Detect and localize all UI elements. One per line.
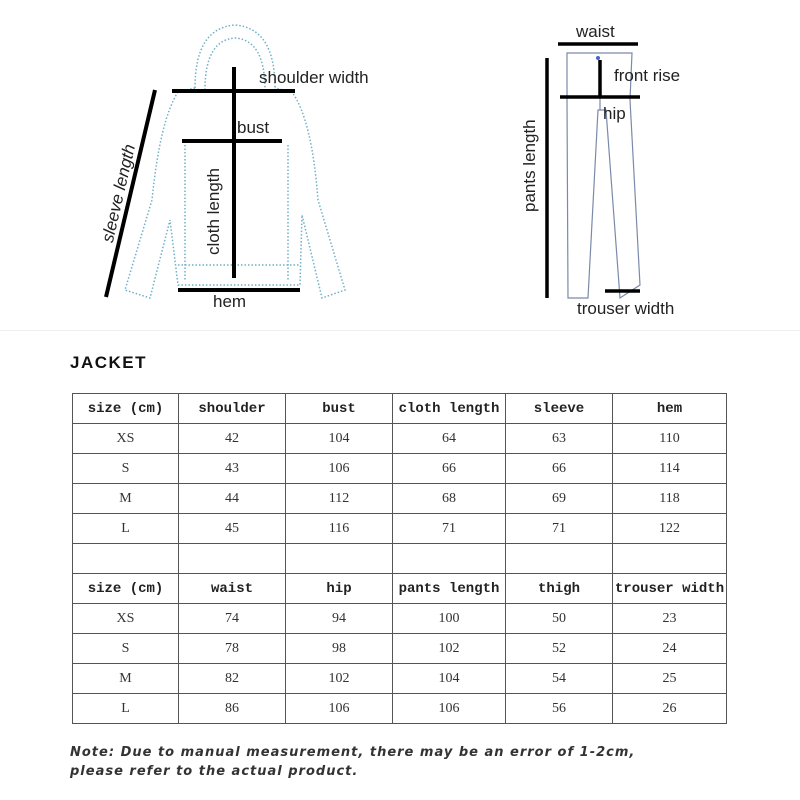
label-hip: hip [603,104,626,123]
pants-table-row-cell: 78 [179,634,286,664]
jacket-table-row-cell: 45 [179,514,286,544]
jacket-header-row-cell: bust [286,394,393,424]
label-bust: bust [237,118,270,137]
jacket-table-row-cell: 71 [393,514,506,544]
jacket-table-row-cell: 69 [506,484,613,514]
pants-table-row [73,664,727,694]
pants-table-row-cell: 106 [393,694,506,724]
pants-table-row-cell: XS [73,604,179,634]
pants-table-row-cell: 98 [286,634,393,664]
jacket-table-row-cell: XS [73,424,179,454]
pants-table-row-cell: 52 [506,634,613,664]
pants-table-row-cell: 54 [506,664,613,694]
jacket-table-row-cell: 112 [286,484,393,514]
jacket-header-row-cell: size (cm) [73,394,179,424]
note-line-1: Note: Due to manual measurement, there may be an error of 1-2cm, [70,745,636,760]
pants-header-row-cell: trouser width [613,574,727,604]
jacket-table-row [73,514,727,544]
note-line-2: please refer to the actual product. [70,764,359,779]
jacket-header-row-cell: hem [613,394,727,424]
jacket-table-row-cell: 71 [506,514,613,544]
jacket-table-row-cell: M [73,484,179,514]
jacket-table-row-cell: 44 [179,484,286,514]
jacket-table-row-cell: 68 [393,484,506,514]
divider [0,330,800,331]
jacket-table-row-cell: 64 [393,424,506,454]
jacket-table-row-cell: 66 [393,454,506,484]
pants-table-row-cell: 86 [179,694,286,724]
pants-table-row-cell: 23 [613,604,727,634]
pants-header-row [73,574,727,604]
jacket-header-row-cell: sleeve [506,394,613,424]
pants-table-row-cell: 94 [286,604,393,634]
pants-header-row-cell: size (cm) [73,574,179,604]
empty-row [73,544,727,574]
pants-table-row-cell: 102 [286,664,393,694]
pants-header-row-cell: pants length [393,574,506,604]
pants-table-row-cell: 74 [179,604,286,634]
label-shoulder-width: shoulder width [259,68,369,87]
jacket-table-row-cell: 114 [613,454,727,484]
pants-header-row-cell: hip [286,574,393,604]
jacket-table-row-cell: 66 [506,454,613,484]
pants-table-row [73,634,727,664]
pants-table-row [73,604,727,634]
jacket-table-row-cell: L [73,514,179,544]
empty-row-cell [613,544,727,574]
jacket-header-row-cell: shoulder [179,394,286,424]
empty-row-cell [179,544,286,574]
jacket-table-row [73,484,727,514]
section-title: JACKET [70,353,148,372]
pants-table-row-cell: 102 [393,634,506,664]
pants-table-row-cell: 25 [613,664,727,694]
label-cloth-length: cloth length [204,168,223,255]
label-pants-length: pants length [520,119,539,212]
pants-table-row-cell: 104 [393,664,506,694]
jacket-table-row-cell: 42 [179,424,286,454]
jacket-table-row-cell: 106 [286,454,393,484]
jacket-table-row-cell: 116 [286,514,393,544]
jacket-header-row [73,394,727,424]
pants-table-row-cell: 24 [613,634,727,664]
jacket-table-row [73,454,727,484]
label-trouser-width: trouser width [577,299,675,318]
empty-row-cell [286,544,393,574]
label-waist: waist [576,22,615,41]
jacket-table-row-cell: 118 [613,484,727,514]
jacket-table-row-cell: 122 [613,514,727,544]
empty-row-cell [506,544,613,574]
pants-table-row-cell: 56 [506,694,613,724]
label-sleeve-length: sleeve length [98,142,140,245]
jacket-table-row-cell: S [73,454,179,484]
jacket-table-row-cell: 63 [506,424,613,454]
pants-table-row-cell: 100 [393,604,506,634]
size-table [72,393,727,724]
pants-table-row-cell: 50 [506,604,613,634]
jacket-table-row [73,424,727,454]
pants-table-row-cell: M [73,664,179,694]
pants-table-row-cell: S [73,634,179,664]
pants-table-row-cell: L [73,694,179,724]
empty-row-cell [73,544,179,574]
jacket-table-row-cell: 104 [286,424,393,454]
pants-table-row-cell: 82 [179,664,286,694]
pants-header-row-cell: waist [179,574,286,604]
pants-table-row [73,694,727,724]
jacket-table-row-cell: 43 [179,454,286,484]
label-hem: hem [213,292,247,311]
jacket-header-row-cell: cloth length [393,394,506,424]
label-front-rise: front rise [614,66,681,85]
jacket-table-row-cell: 110 [613,424,727,454]
measurement-note [70,743,635,781]
pants-table-row-cell: 106 [286,694,393,724]
pants-header-row-cell: thigh [506,574,613,604]
pants-table-row-cell: 26 [613,694,727,724]
empty-row-cell [393,544,506,574]
